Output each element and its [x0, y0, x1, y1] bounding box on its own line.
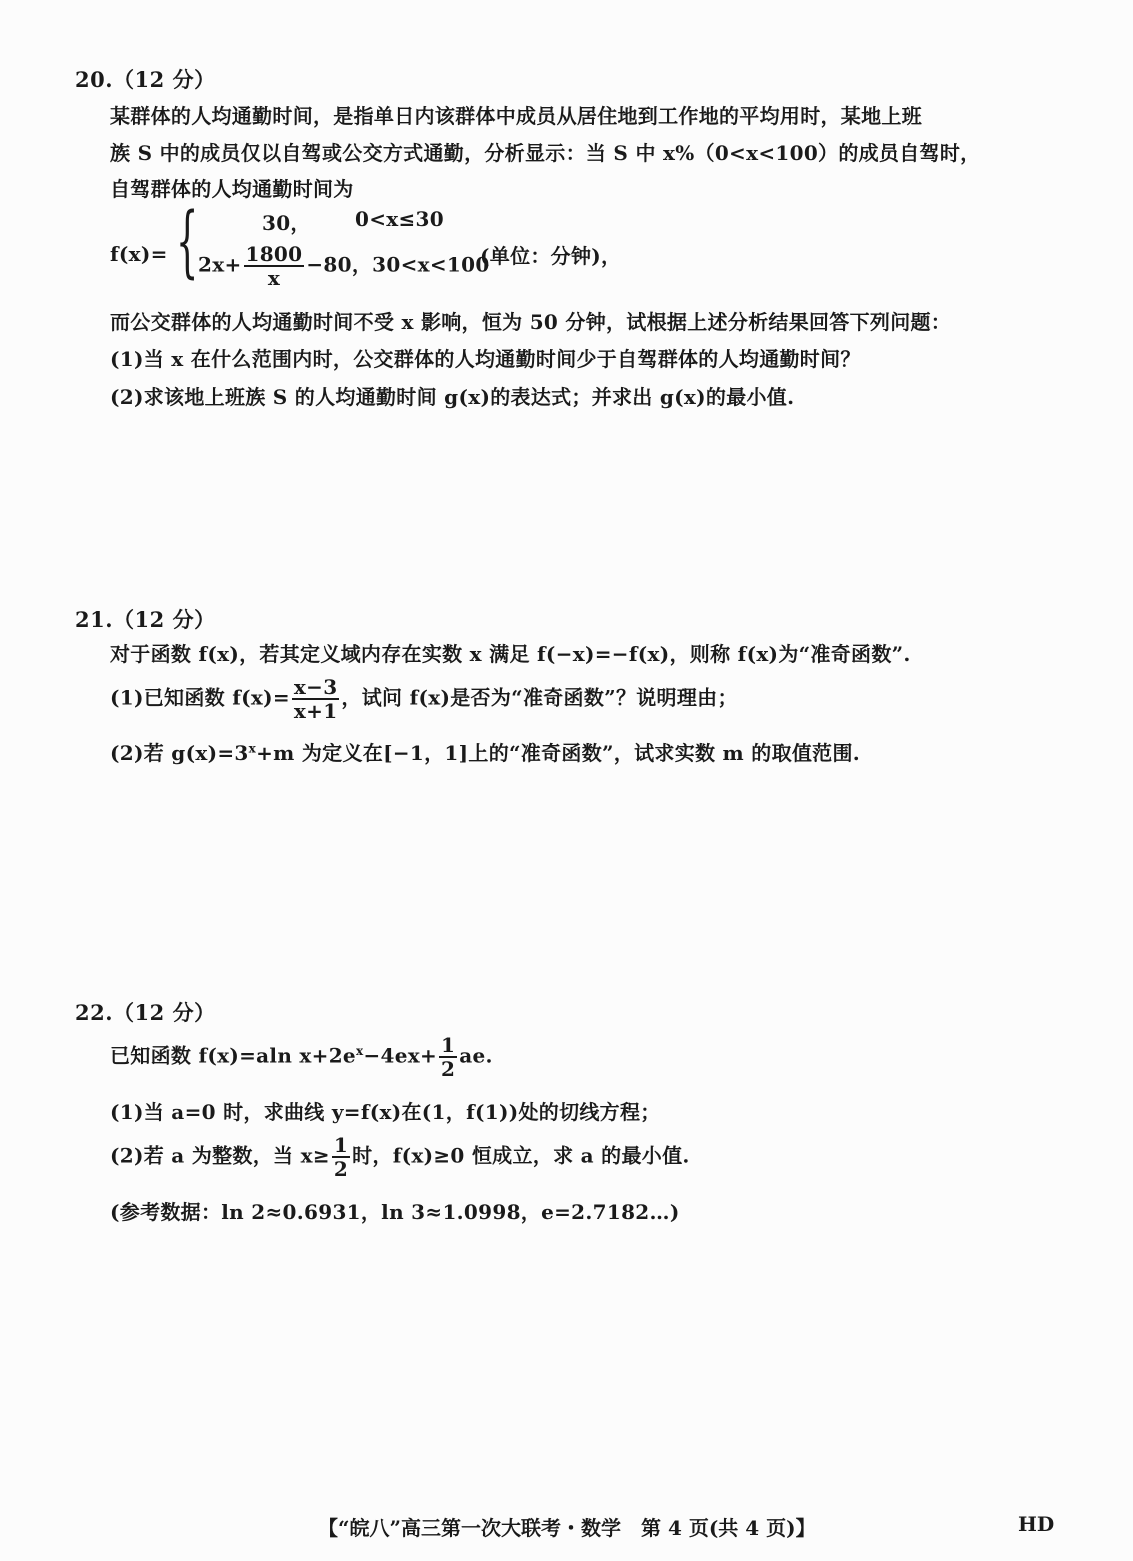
q20-line2: 族 S 中的成员仅以自驾或公交方式通勤，分析显示：当 S 中 x%（0<x<100）的成员自驾时，: [110, 141, 981, 165]
q21-part1-fraction: [292, 676, 340, 722]
q22-line1-suffix: ae.: [459, 1043, 493, 1068]
q20-part1: (1)当 x 在什么范围内时，公交群体的人均通勤时间少于自驾群体的人均通勤时间？: [110, 347, 861, 371]
q22-line1-prefix: 已知函数 f(x)=aln x+2e: [110, 1043, 356, 1068]
q22-line1-mid: −4ex+: [363, 1043, 438, 1068]
q22-part2-denominator: 2: [333, 1157, 349, 1181]
q20-case2-numerator: 1800: [245, 242, 303, 266]
q20-case2-suffix: −80，30<x<100: [306, 252, 490, 277]
q21-part1: [110, 676, 738, 722]
q20-function-label: f(x)=: [110, 242, 168, 266]
q22-part2-fraction: [332, 1134, 350, 1180]
q20-header: 20.（12 分）: [75, 67, 216, 92]
q22-part2-prefix: (2)若 a 为整数，当 x≥: [110, 1143, 330, 1168]
q21-header: 21.（12 分）: [75, 607, 216, 632]
footer-code: HD: [1018, 1512, 1055, 1536]
q22-part2-numerator: 1: [333, 1133, 349, 1157]
q20-case1-condition: 0<x≤30: [355, 207, 444, 231]
q20-line1: 某群体的人均通勤时间，是指单日内该群体中成员从居住地到工作地的平均用时，某地上班: [110, 104, 922, 128]
q21-part1-numerator: x−3: [293, 675, 338, 699]
q21-part1-denominator: x+1: [293, 699, 338, 723]
q21-part2: [110, 737, 860, 766]
q21-part1-prefix: (1)已知函数 f(x)=: [110, 685, 290, 710]
q20-unit: (单位：分钟)，: [480, 244, 622, 268]
left-brace-icon: {: [176, 197, 199, 287]
page-footer: 【“皖八”高三第一次大联考・数学 第 4 页(共 4 页)】: [318, 1516, 816, 1540]
q22-line1-numerator: 1: [441, 1033, 456, 1057]
q22-part1: (1)当 a=0 时，求曲线 y=f(x)在(1，f(1))处的切线方程；: [110, 1100, 661, 1124]
q22-line1: [110, 1034, 493, 1080]
q20-case2-denominator: x: [267, 266, 281, 290]
q20-case1-value: 30，: [262, 211, 311, 235]
q21-part2-suffix: +m 为定义在[−1，1]上的“准奇函数”，试求实数 m 的取值范围.: [256, 741, 861, 765]
q21-part1-suffix: ，试问 f(x)是否为“准奇函数”？说明理由；: [341, 685, 738, 710]
q21-part2-exponent: x: [248, 741, 257, 756]
q22-part2-suffix: 时，f(x)≥0 恒成立，求 a 的最小值.: [352, 1143, 690, 1168]
q20-case2-fraction: [244, 243, 305, 289]
q22-line1-exponent: x: [355, 1043, 364, 1058]
q21-part2-prefix: (2)若 g(x)=3: [110, 741, 249, 765]
q20-line4: 而公交群体的人均通勤时间不受 x 影响，恒为 50 分钟，试根据上述分析结果回答下列问题：: [110, 310, 952, 334]
q21-line1: 对于函数 f(x)，若其定义域内存在实数 x 满足 f(−x)=−f(x)，则称 f(x)为“准奇函数”.: [110, 642, 911, 666]
q22-reference-data: (参考数据：ln 2≈0.6931，ln 3≈1.0998，e=2.7182…): [110, 1200, 680, 1224]
q20-case2-prefix: 2x+: [198, 252, 242, 277]
q22-line1-fraction: [439, 1034, 457, 1080]
q20-line3: 自驾群体的人均通勤时间为: [110, 177, 354, 201]
q20-part2: (2)求该地上班族 S 的人均通勤时间 g(x)的表达式；并求出 g(x)的最小值.: [110, 385, 795, 409]
q22-part2: [110, 1134, 690, 1180]
q20-case2-expression: [198, 243, 490, 289]
q22-line1-denominator: 2: [441, 1057, 456, 1081]
q22-header: 22.（12 分）: [75, 1000, 216, 1025]
